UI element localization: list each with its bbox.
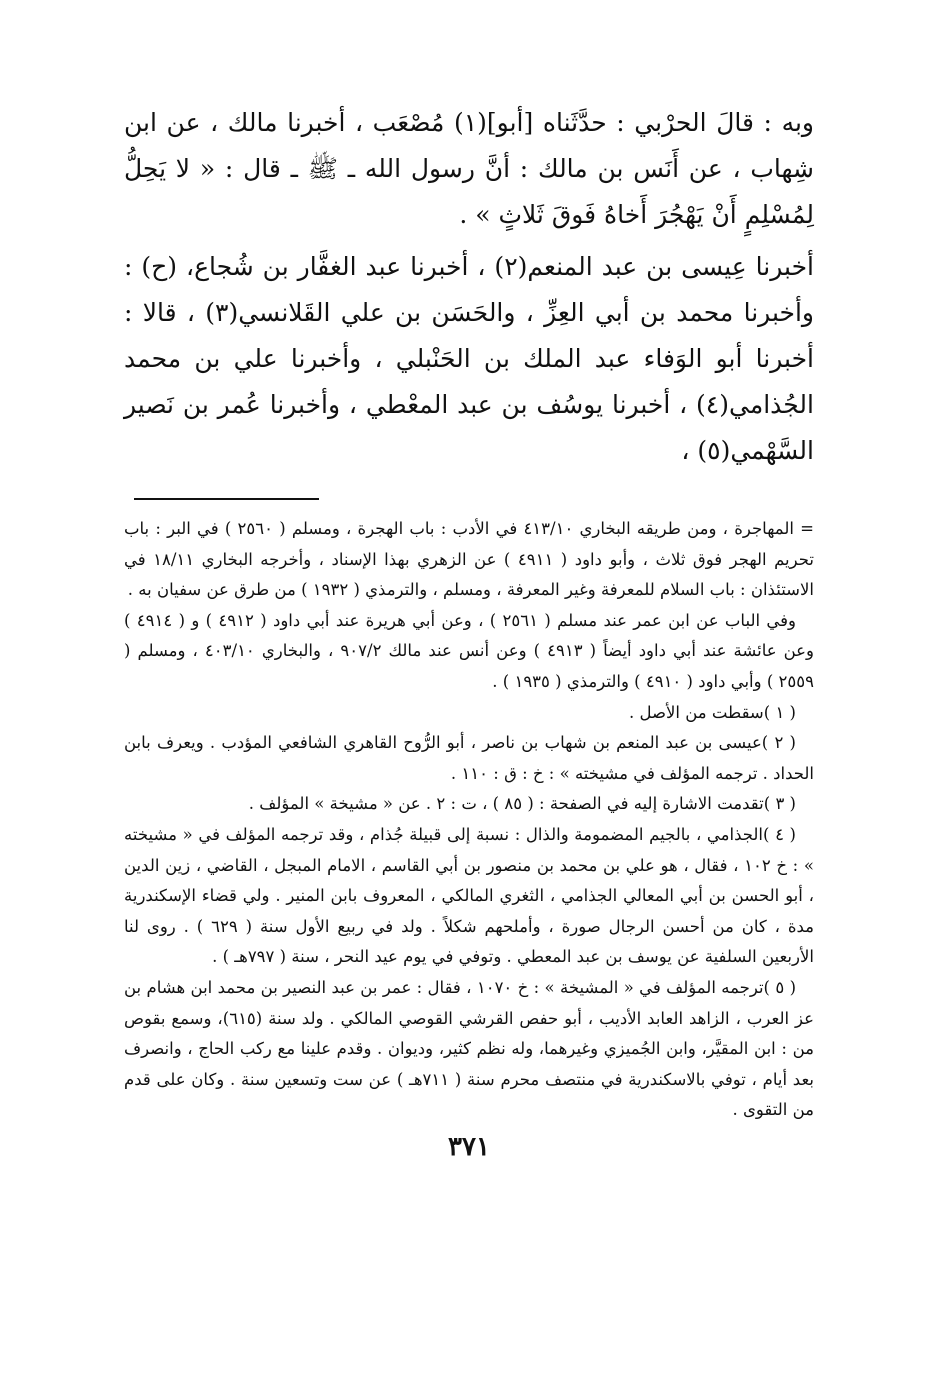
page-number: ٣٧١ xyxy=(448,1131,490,1162)
footnote-continuation: = المهاجرة ، ومن طريقه البخاري ٤١٣/١٠ في الأدب : باب الهجرة ، ومسلم ( ٢٥٦٠ ) في البر : باب تحريم الهجر فوق ثلاث ، وأبو داود ( ٤٩١١ ) عن الزهري بهذا الإسناد ، وأخرجه البخاري ١٨/١١ في الاستئذان : باب السلام للمعرفة وغير المعرفة ، ومسلم ، والترمذي ( ١٩٣٢ ) من طرق عن سفيان به . xyxy=(124,519,814,600)
footnote-5: ( ٥ )ترجمه المؤلف في « المشيخة » : خ ١٠٧٠ ، فقال : عمر بن عبد النصير بن محمد ابن هشام بن عز العرب ، الزاهد العابد الأديب ، أبو حفص القرشي القوصي المالكي . ولد سنة (٦١٥)، وسمع بقوص من : ابن المقيَّر، وابن الجُميزي وغيرهما، وله نظم كثير، وديوان . وقدم علينا مع ركب الحاج ، وانصرف بعد أيام ، توفي بالاسكندرية في منتصف محرم سنة ( ٧١١هـ ) عن ست وتسعين سنة . وكان على قدم من التقوى . xyxy=(124,977,814,1120)
footnote-2: ( ٢ )عيسى بن عبد المنعم بن شهاب بن ناصر ، أبو الرُّوح القاهري الشافعي المؤدب . ويعرف بابن الحداد . ترجمه المؤلف في مشيخته » : خ : ق : ١١٠ . xyxy=(124,733,814,783)
footnote-3: ( ٣ )تقدمت الاشارة إليه في الصفحة : ( ٨٥ ) ، ت : ٢ . عن « مشيخة » المؤلف . xyxy=(248,794,796,814)
footnote-1: ( ١ )سقطت من الأصل . xyxy=(628,702,796,722)
book-page xyxy=(124,100,814,1162)
main-text xyxy=(124,100,814,474)
footnote-4: ( ٤ )الجذامي ، بالجيم المضمومة والذال : نسبة إلى قبيلة جُذام ، وقد ترجمه المؤلف في « مشيخته » : خ ١٠٢ ، فقال ، هو علي بن محمد بن منصور بن أبي القاسم ، الامام المبجل ، القاضي ، زين الدين ، أبو الحسن بن أبي المعالي الجذامي ، الثغري المالكي ، المعروف بابن المنير . ولي قضاء الإسكندرية مدة ، كان من أحسن الرجال صورة ، وأملحهم شكلاً . ولد في ربيع الأول سنة ( ٦٢٩ ) . روى لنا الأربعين السلفية عن يوسف بن عبد المعطي . وتوفي في يوم عيد النحر ، سنة ( ٧٩٧هـ ) . xyxy=(124,824,814,967)
footnote-related-hadith: وفي الباب عن ابن عمر عند مسلم ( ٢٥٦١ ) ، وعن أبي هريرة عند أبي داود ( ٤٩١٢ ) و ( ٤٩١٤ ) وعن عائشة عند أبي داود أيضاً ( ٤٩١٣ ) وعن أنس عند مالك ٩٠٧/٢ ، والبخاري ٤٠٣/١٠ ، ومسلم ( ٢٥٥٩ ) وأبي داود ( ٤٩١٠ ) والترمذي ( ١٩٣٥ ) . xyxy=(124,610,814,691)
footnotes xyxy=(124,514,814,1126)
footnote-divider xyxy=(134,498,319,500)
main-paragraph-2: أخبرنا عِيسى بن عبد المنعم(٢) ، أخبرنا عبد الغفَّار بن شُجاع، (ح) : وأخبرنا محمد بن أبي العِزِّ ، والحَسَن بن علي القَلانسي(٣) ، قالا : أخبرنا أبو الوَفاء عبد الملك بن الحَنْبلي ، وأخبرنا علي بن محمد الجُذامي(٤) ، أخبرنا يوسُف بن عبد المعْطي ، وأخبرنا عُمر بن نَصير السَّهْمي(٥) ، xyxy=(124,252,814,465)
main-paragraph-1: وبه : قالَ الحرْبي : حدَّثَناه [أبو](١) مُصْعَب ، أخبرنا مالك ، عن ابن شِهاب ، عن أَنَس بن مالك : أنَّ رسول الله ـ ﷺ ـ قال : « لا يَحِلُّ لِمُسْلِمٍ أَنْ يَهْجُرَ أَخاهُ فَوقَ ثَلاثٍ » . xyxy=(124,108,815,229)
